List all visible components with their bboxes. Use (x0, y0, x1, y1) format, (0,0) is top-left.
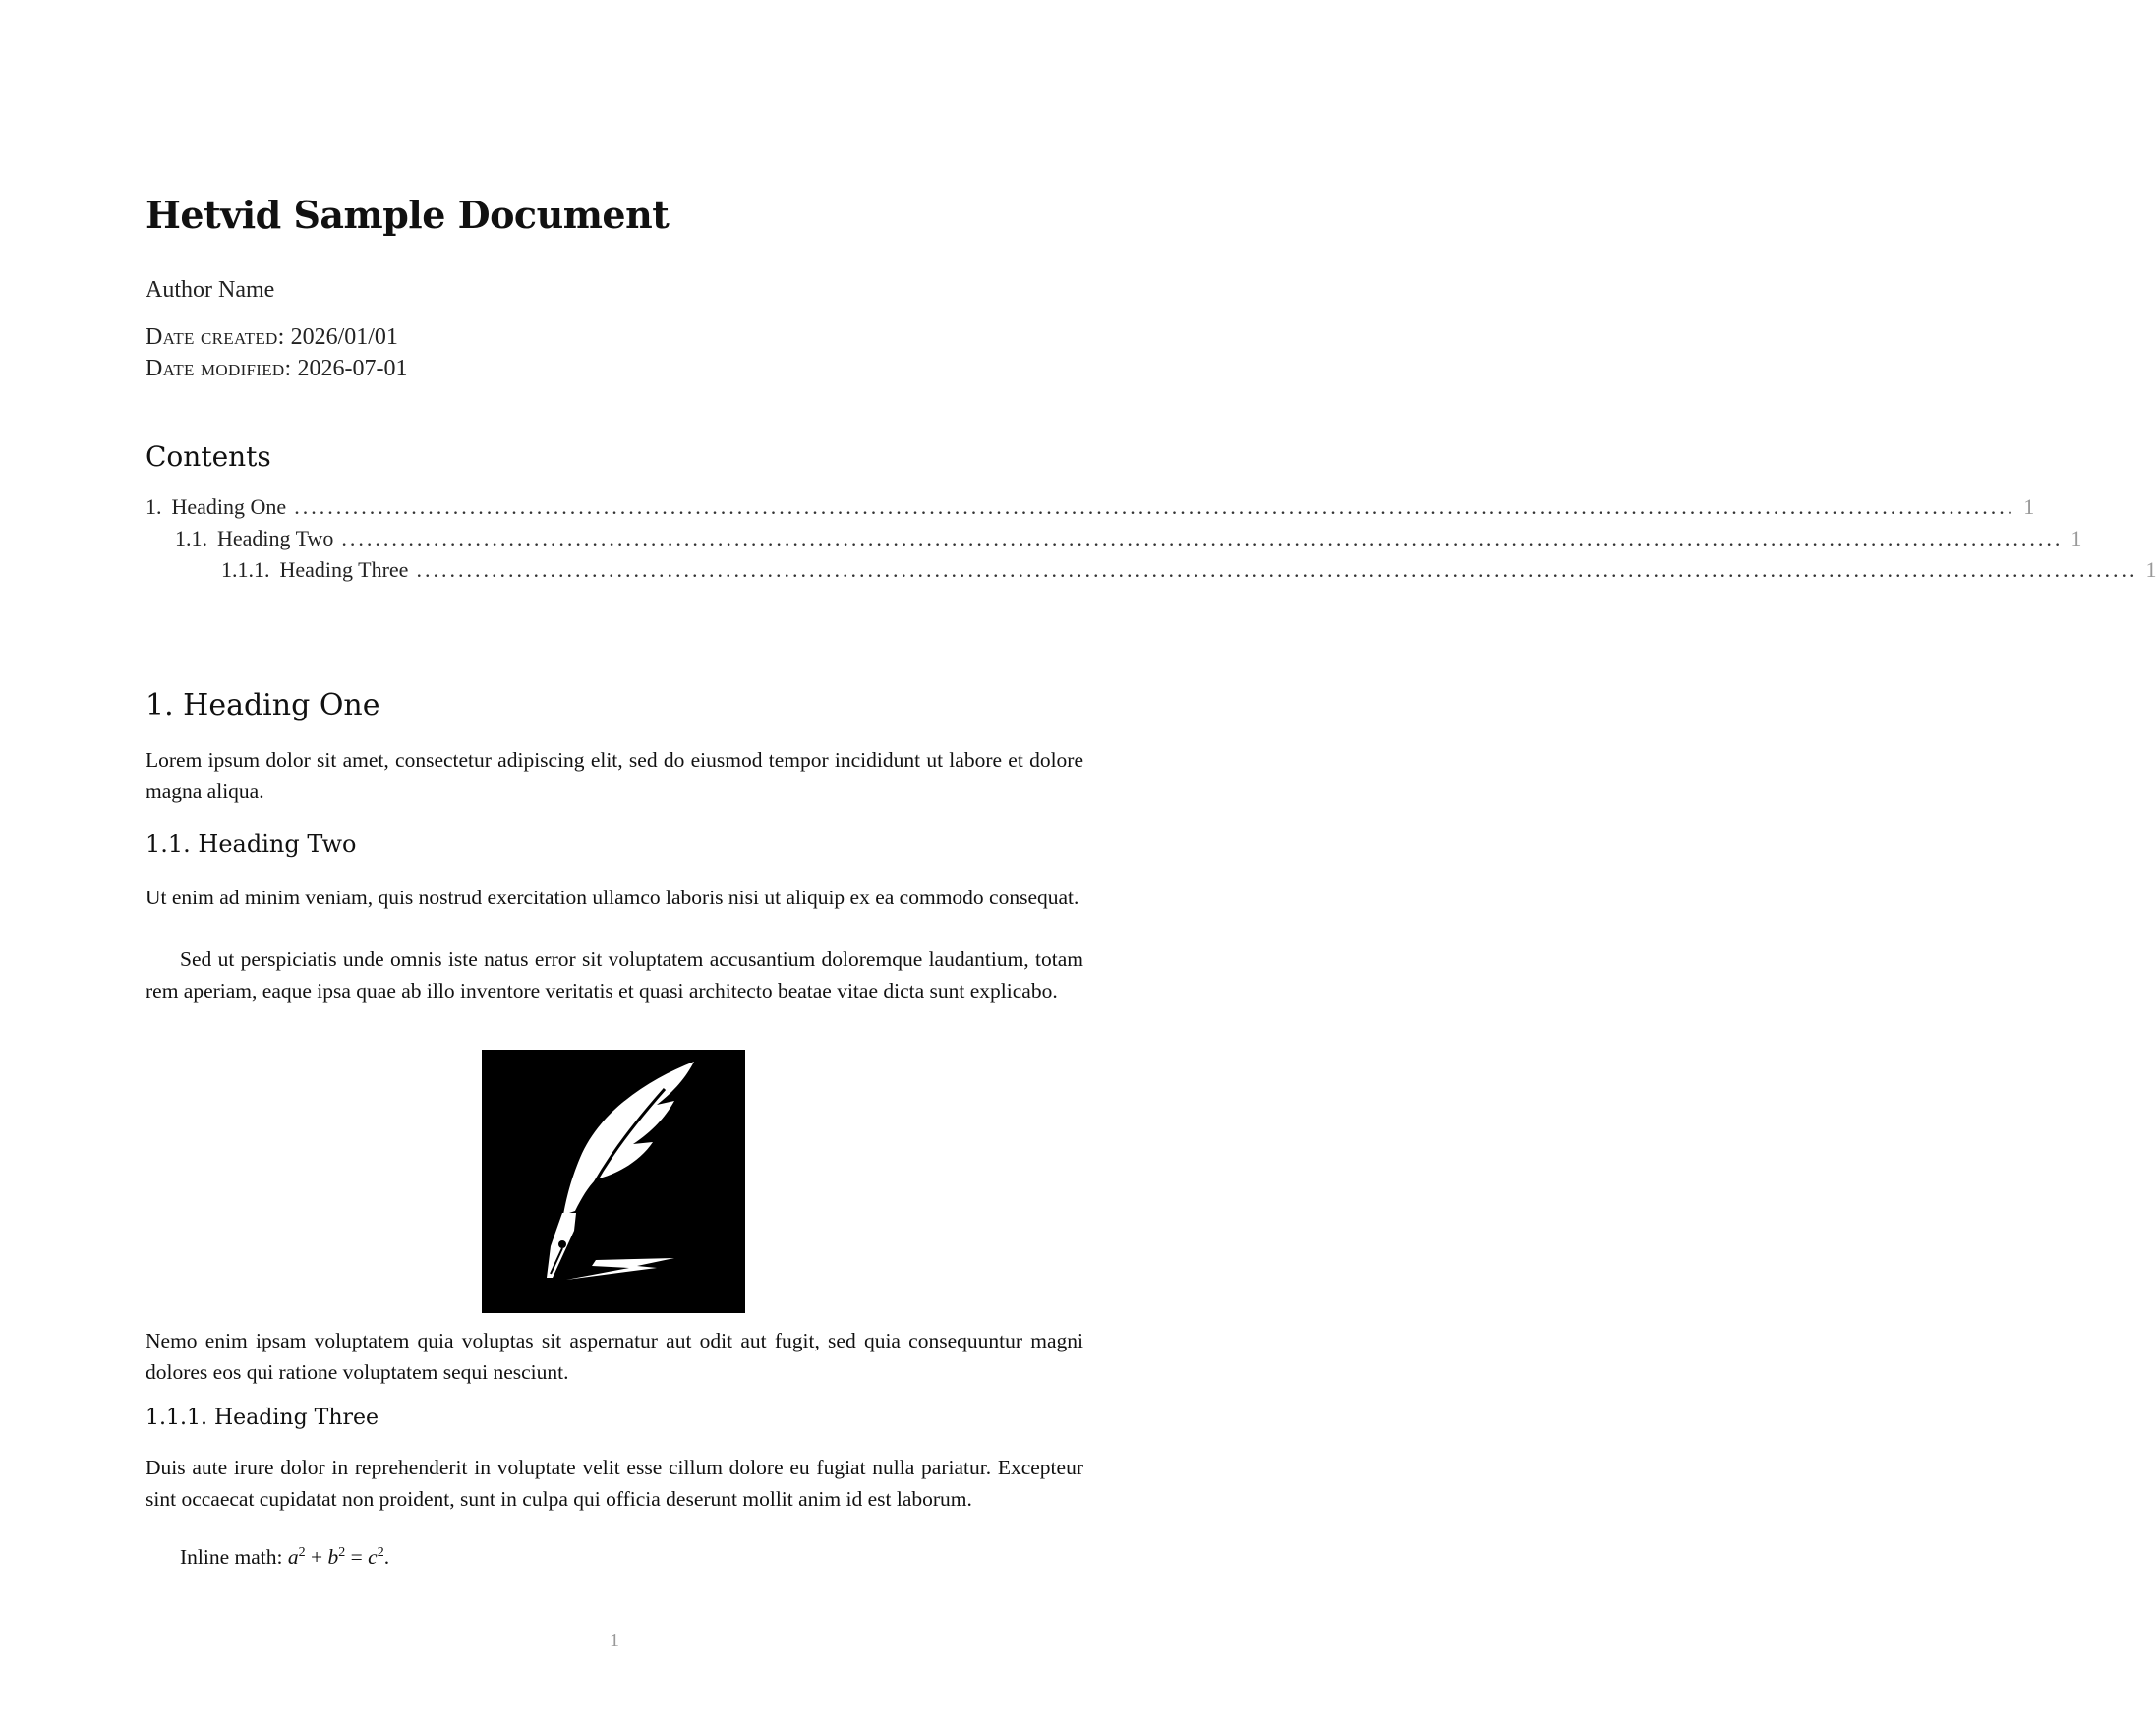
toc-entry-page: 1 (2023, 494, 2035, 519)
date-created-label: Date created: (146, 324, 285, 350)
date-created (146, 324, 398, 351)
date-modified-value: 2026-07-01 (297, 356, 408, 381)
paragraph: Lorem ipsum dolor sit amet, consectetur adipiscing elit, sed do eiusmod tempor incididunt ut labore et dolore magna aliqua. (146, 748, 1083, 803)
toc-entry[interactable] (175, 526, 2082, 555)
toc-leader-dots: .............................................................................................................................................................................................................. (416, 557, 2138, 582)
inline-math-line: Inline math: $a^2 + b^2 = c^2$. (180, 1545, 390, 1570)
document-title: Hetvid Sample Document (146, 193, 670, 237)
heading-two: 1.1. Heading Two (146, 831, 357, 858)
inline-math-label: Inline math: (180, 1545, 283, 1570)
heading-three: 1.1.1. Heading Three (146, 1406, 379, 1430)
toc-entry-number: 1.1.1. (221, 557, 270, 582)
paragraph: Ut enim ad minim veniam, quis nostrud exercitation ullamco laboris nisi ut aliquip ex ea commodo consequat. (146, 886, 1079, 909)
date-modified-label: Date modified: (146, 356, 292, 381)
toc-leader-dots: .............................................................................................................................................................................................................. (341, 526, 2064, 550)
toc-entry-number: 1.1. (175, 526, 207, 550)
author-name: Author Name (146, 277, 275, 303)
document-page (146, 0, 2156, 1724)
page-number: 1 (610, 1630, 619, 1651)
toc-leader-dots: .............................................................................................................................................................................................................. (294, 494, 2016, 519)
toc-entry[interactable] (146, 494, 2035, 524)
paragraph: Nemo enim ipsam voluptatem quia voluptas sit aspernatur aut odit aut fugit, sed quia consequuntur magni dolores eos qui ratione voluptatem sequi nesciunt. (146, 1329, 1083, 1384)
toc-entry-label: Heading One (171, 494, 287, 519)
toc-entry-page: 1 (2145, 557, 2156, 582)
math-equation: $a^2 + b^2 = c^2$ (287, 1545, 384, 1570)
date-created-value: 2026/01/01 (290, 324, 398, 350)
toc-title: Contents (146, 440, 271, 473)
toc-entry[interactable] (221, 557, 2156, 587)
date-modified (146, 356, 407, 382)
heading-one: 1. Heading One (146, 688, 380, 722)
paragraph: Duis aute irure dolor in reprehenderit in voluptate velit esse cillum dolore eu fugiat nulla pariatur. Excepteur sint occaecat cupidatat non proident, sunt in culpa qui officia deserunt mollit anim id est laborum. (146, 1456, 1083, 1511)
toc-entry-page: 1 (2070, 526, 2082, 550)
paragraph: Sed ut perspiciatis unde omnis iste natus error sit voluptatem accusantium doloremque laudantium, totam rem aperiam, eaque ipsa quae ab illo inventore veritatis et quasi architecto beatae vitae dicta sunt explicabo. (146, 948, 1083, 1003)
toc-entry-number: 1. (146, 494, 162, 519)
toc-entry-label: Heading Three (279, 557, 409, 582)
toc-entry-label: Heading Two (217, 526, 334, 550)
quill-pen-icon (482, 1050, 745, 1313)
